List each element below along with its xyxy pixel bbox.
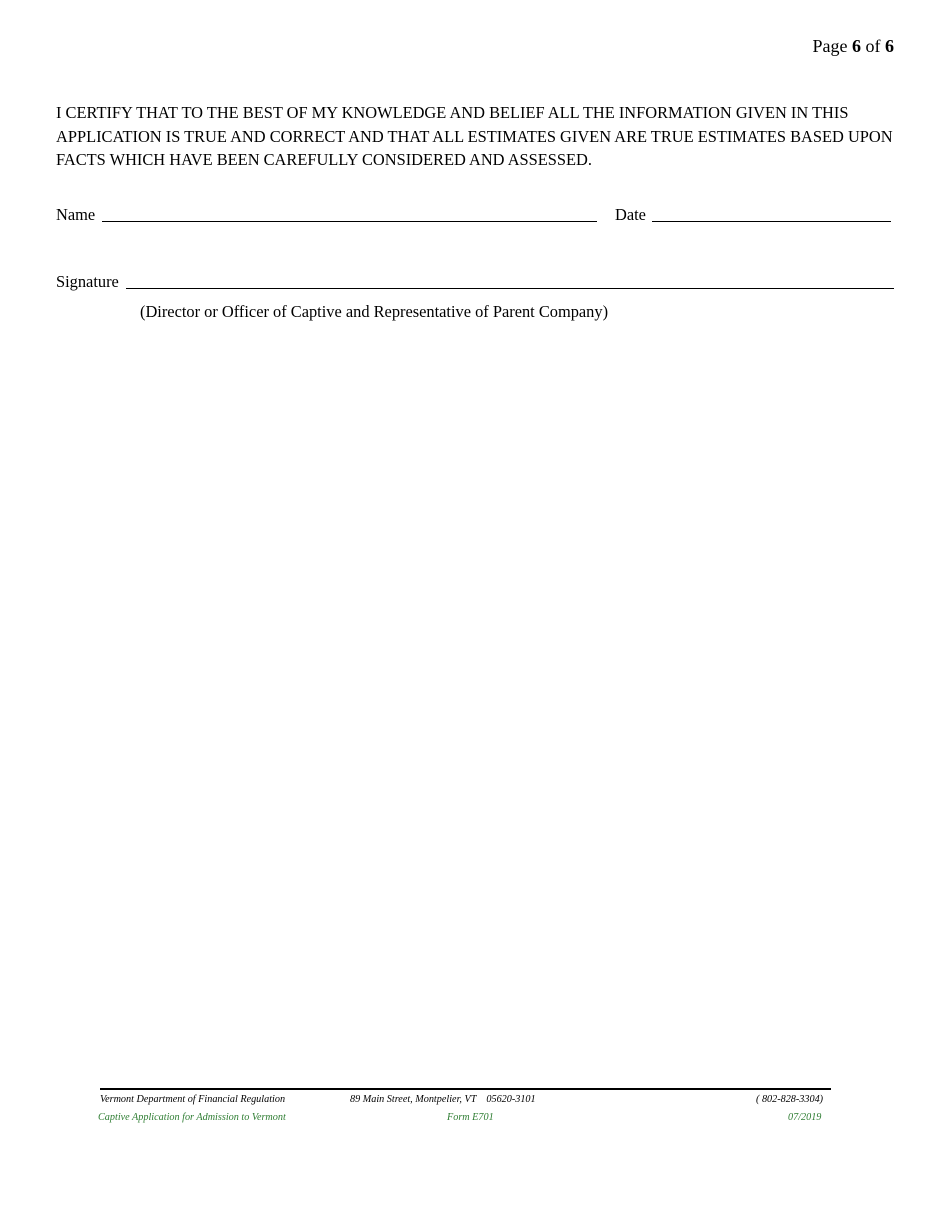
name-date-row [56, 205, 896, 227]
signature-field[interactable] [126, 272, 894, 289]
footer-address: 89 Main Street, Montpelier, VT 05620-3101 [350, 1094, 536, 1105]
footer-form-id: Form E701 [447, 1112, 494, 1123]
name-label: Name [56, 205, 96, 224]
footer-revision-date: 07/2019 [788, 1112, 822, 1123]
signature-label: Signature [56, 272, 119, 291]
footer-phone: ( 802-828-3304) [756, 1094, 824, 1105]
page-total: 6 [885, 36, 894, 56]
signature-row [56, 272, 896, 294]
signature-note: (Director or Officer of Captive and Representative of Parent Company) [140, 302, 609, 321]
date-label: Date [615, 205, 646, 224]
page-number [813, 36, 895, 57]
page-of-word: of [865, 36, 881, 56]
date-field[interactable] [652, 205, 891, 222]
page-current: 6 [852, 36, 861, 56]
footer-divider [100, 1088, 831, 1090]
footer-department: Vermont Department of Financial Regulation [100, 1094, 286, 1105]
certification-statement: I CERTIFY THAT TO THE BEST OF MY KNOWLEDGE AND BELIEF ALL THE INFORMATION GIVEN IN THIS APPLICATION IS TRUE AND CORRECT AND THAT ALL ESTIMATES GIVEN ARE TRUE ESTIMATES BASED UPON FACTS WHICH HAVE BEEN CAREFULLY CONSIDERED AND ASSESSED. [56, 103, 893, 169]
name-field[interactable] [102, 205, 597, 222]
page-word: Page [812, 36, 848, 56]
footer-application-title: Captive Application for Admission to Vermont [98, 1112, 286, 1123]
